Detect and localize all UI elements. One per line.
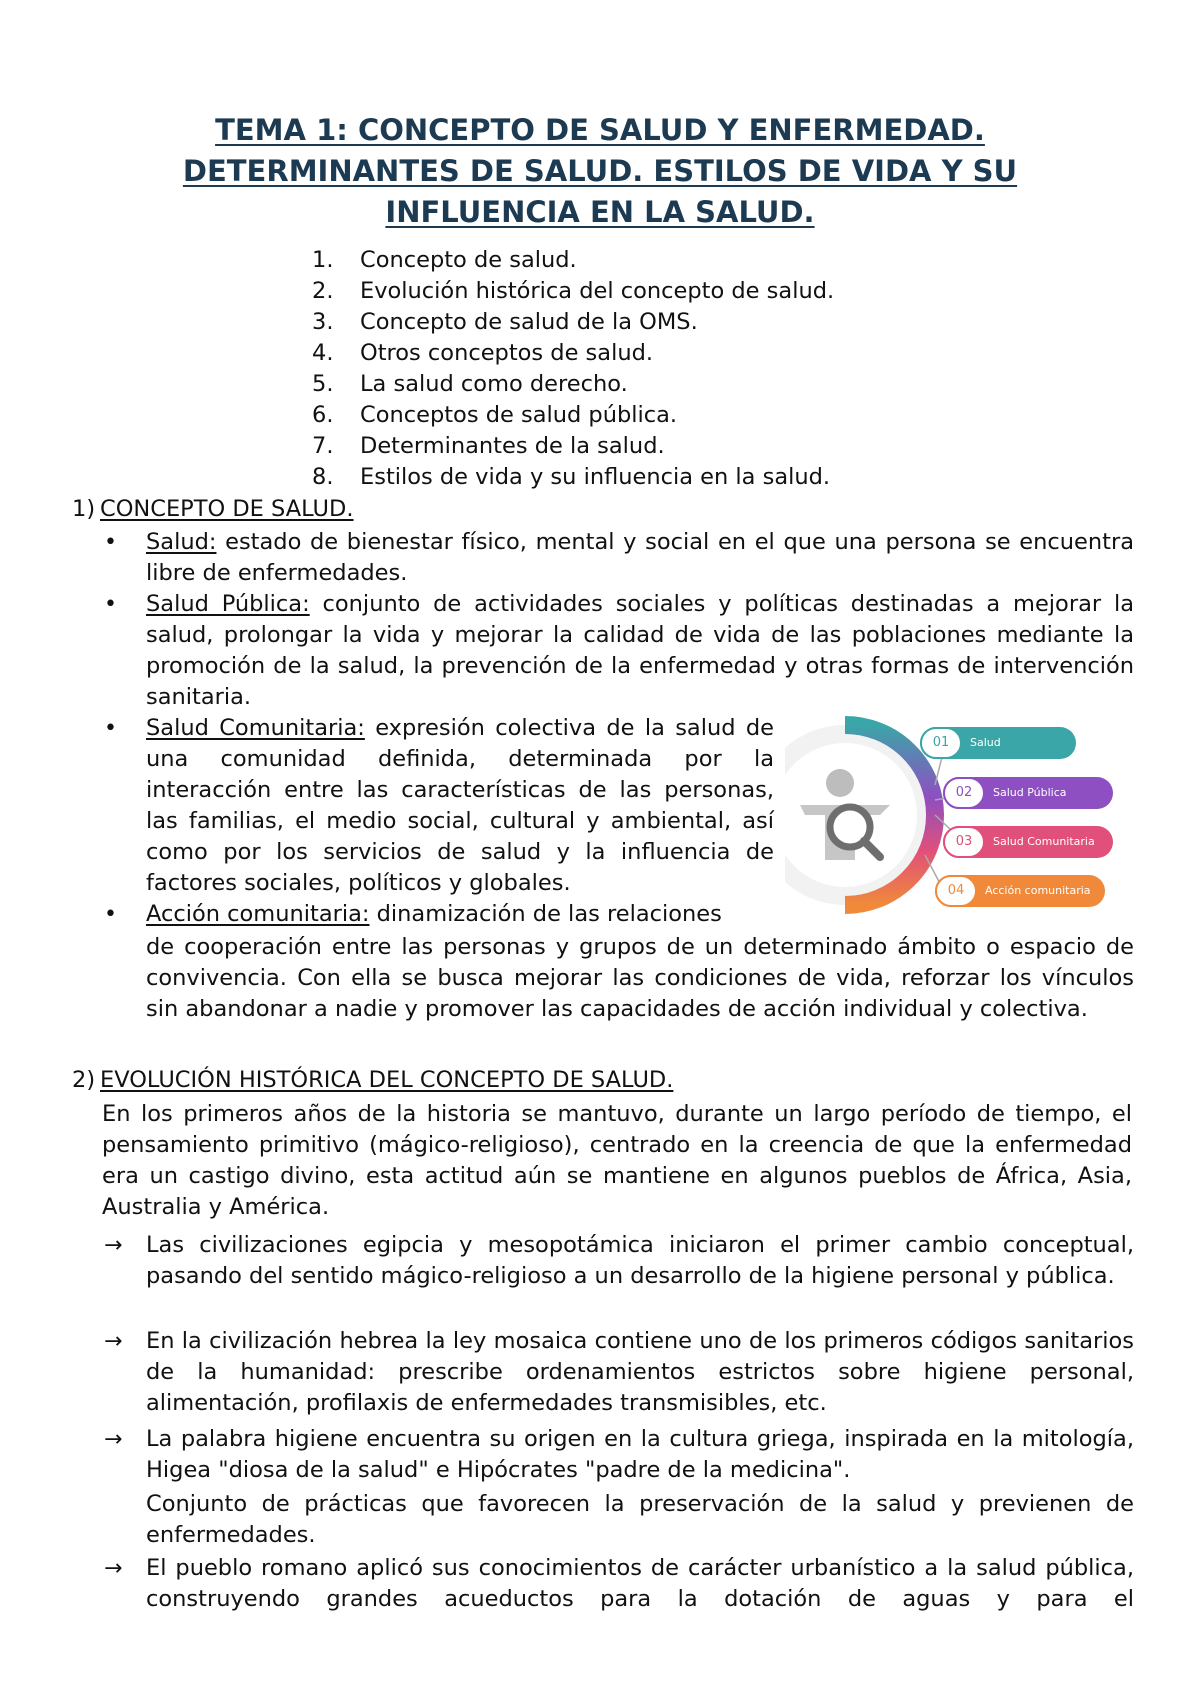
- arrow-item-extra: Conjunto de prácticas que favorecen la preservación de la salud y previenen de enfermedades.: [146, 1491, 1134, 1548]
- bullet-item-accion-comunitaria-cont: de cooperación entre las personas y grupos de un determinado ámbito o espacio de convivencia. Con ella se busca mejorar las condiciones de vida, reforzar los vínculos sin abandonar a nadie y promover las capacidades de acción individual y colectiva.: [146, 934, 1134, 1022]
- bullet-item-salud-comunitaria: • Salud Comunitaria: expresión colectiva de la salud de una comunidad definida, determinada por la interacción entre las características de las personas, las familias, el medio social, cultural y ambiental, así como por los servicios de salud y la influencia de factores sociales, políticos y globales.: [104, 715, 774, 896]
- arrow-item: → En la civilización hebrea la ley mosaica contiene uno de los primeros códigos sanitarios de la humanidad: prescribe ordenamientos estrictos sobre higiene personal, alimentación, profilaxis de enfermedades transmisibles, etc.: [104, 1328, 1134, 1416]
- title-line-3: INFLUENCIA EN LA SALUD.: [385, 195, 815, 229]
- infographic-pill-02: 02 Salud Pública: [943, 777, 1113, 809]
- arrow-item: → La palabra higiene encuentra su origen en la cultura griega, inspirada en la mitología, Higea "diosa de la salud" e Hipócrates "padre de la medicina".: [104, 1426, 1134, 1483]
- bullet-item-salud: • Salud: estado de bienestar físico, mental y social en el que una persona se encuentra libre de enfermedades.: [104, 529, 1134, 586]
- section-2-intro: En los primeros años de la historia se mantuvo, durante un largo período de tiempo, el pensamiento primitivo (mágico-religioso), centrado en la creencia de que la enfermedad era un castigo divino, esta actitud aún se mantiene en algunos pueblos de África, Asia, Australia y América.: [102, 1101, 1132, 1220]
- table-of-contents: [312, 245, 834, 493]
- arrow-item: → El pueblo romano aplicó sus conocimientos de carácter urbanístico a la salud pública, construyendo grandes acueductos para la dotación de aguas y para el: [104, 1555, 1134, 1612]
- toc-item: 5. La salud como derecho.: [312, 371, 628, 397]
- toc-item: 8. Estilos de vida y su influencia en la salud.: [312, 464, 831, 490]
- title-line-2: DETERMINANTES DE SALUD. ESTILOS DE VIDA Y SU: [182, 154, 1018, 188]
- arrow-icon: →: [104, 1556, 123, 1581]
- toc-item: 7. Determinantes de la salud.: [312, 433, 665, 459]
- title-line-1: TEMA 1: CONCEPTO DE SALUD Y ENFERMEDAD.: [215, 113, 985, 147]
- infographic-pill-03: 03 Salud Comunitaria: [943, 826, 1113, 858]
- section-2-heading: 2) EVOLUCIÓN HISTÓRICA DEL CONCEPTO DE SALUD.: [72, 1067, 674, 1093]
- toc-item: 3. Concepto de salud de la OMS.: [312, 309, 698, 335]
- infographic-pill-04: 04 Acción comunitaria: [935, 875, 1105, 907]
- toc-item: 2. Evolución histórica del concepto de salud.: [312, 278, 835, 304]
- bullet-icon: •: [104, 902, 117, 927]
- bullet-item-accion-comunitaria: • Acción comunitaria: dinamización de las relaciones: [104, 899, 774, 930]
- bullet-item-salud-publica: • Salud Pública: conjunto de actividades sociales y políticas destinadas a mejorar la salud, prolongar la vida y mejorar la calidad de vida de las poblaciones mediante la promoción de la salud, la prevención de la enfermedad y otras formas de intervención sanitaria.: [104, 591, 1134, 710]
- toc-item: 4. Otros conceptos de salud.: [312, 340, 654, 366]
- section-1-heading: 1) CONCEPTO DE SALUD.: [72, 496, 354, 522]
- document-title: [80, 110, 1120, 233]
- person-head-icon: [826, 769, 854, 797]
- arrow-icon: →: [104, 1233, 123, 1258]
- toc-item: 6. Conceptos de salud pública.: [312, 402, 678, 428]
- infographic-pill-01: 01 Salud: [920, 727, 1076, 759]
- arrow-item: → Las civilizaciones egipcia y mesopotámica iniciaron el primer cambio conceptual, pasando del sentido mágico-religioso a un desarrollo de la higiene personal y pública.: [104, 1232, 1134, 1289]
- arrow-icon: →: [104, 1427, 123, 1452]
- arrow-icon: →: [104, 1329, 123, 1354]
- bullet-icon: •: [104, 716, 117, 741]
- bullet-icon: •: [104, 592, 117, 617]
- toc-item: 1. Concepto de salud.: [312, 247, 577, 273]
- bullet-icon: •: [104, 530, 117, 555]
- infographic-image: [785, 715, 1130, 915]
